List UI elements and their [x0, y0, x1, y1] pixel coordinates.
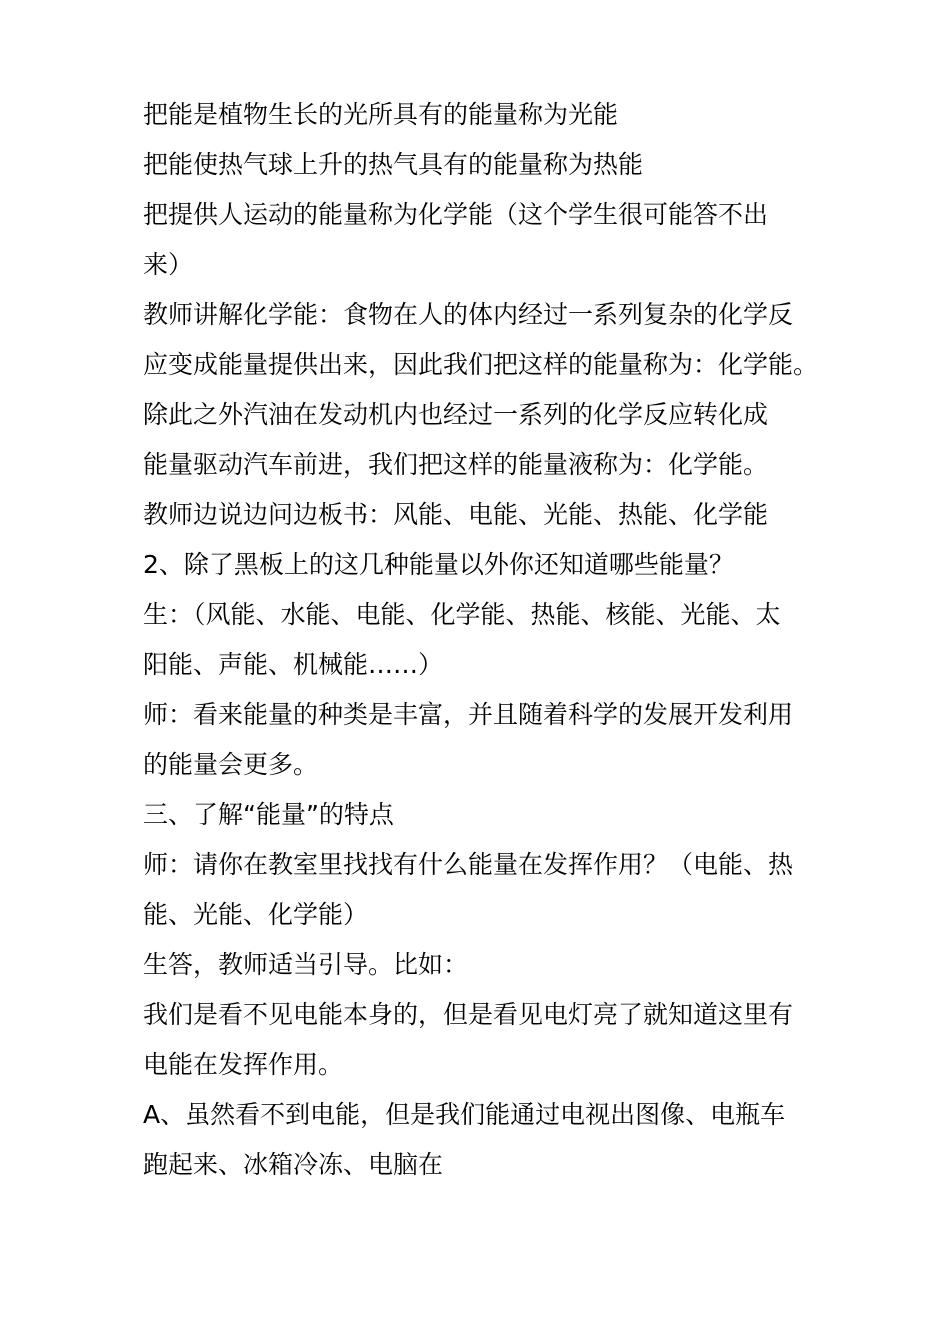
text-line: 我们是看不见电能本身的，但是看见电灯亮了就知道这里有 — [143, 1000, 794, 1029]
text-line: 2、除了黑板上的这几种能量以外你还知道哪些能量？ — [143, 550, 734, 579]
text-line: 教师边说边问边板书：风能、电能、光能、热能、化学能 — [143, 500, 769, 529]
text-line: 电能在发挥作用。 — [143, 1050, 344, 1079]
section-heading: 三、了解“能量”的特点 — [143, 800, 394, 829]
text-line: 的能量会更多。 — [143, 750, 319, 779]
text-line: 阳能、声能、机械能……） — [143, 650, 444, 679]
text-line: 能量驱动汽车前进，我们把这样的能量液称为：化学能。 — [143, 450, 769, 479]
text-line: 师：请你在教室里找找有什么能量在发挥作用？（电能、热 — [143, 850, 794, 879]
text-line: 教师讲解化学能：食物在人的体内经过一系列复杂的化学反 — [143, 300, 794, 329]
text-line: 跑起来、冰箱冷冻、电脑在 — [143, 1150, 444, 1179]
text-line: 生答，教师适当引导。比如： — [143, 950, 469, 979]
text-line: 把能是植物生长的光所具有的能量称为光能 — [143, 100, 619, 129]
text-line: 能、光能、化学能） — [143, 900, 369, 929]
document-body — [143, 90, 823, 1190]
text-line: 把提供人运动的能量称为化学能（这个学生很可能答不出 — [143, 200, 769, 229]
text-line: 把能使热气球上升的热气具有的能量称为热能 — [143, 150, 644, 179]
text-line: 应变成能量提供出来，因此我们把这样的能量称为：化学能。 — [143, 350, 819, 379]
text-line: 除此之外汽油在发动机内也经过一系列的化学反应转化成 — [143, 400, 769, 429]
text-line: 来） — [143, 250, 194, 279]
text-line: 生：（风能、水能、电能、化学能、热能、核能、光能、太 — [143, 600, 781, 629]
text-line: A、虽然看不到电能，但是我们能通过电视出图像、电瓶车 — [143, 1100, 786, 1129]
text-line: 师：看来能量的种类是丰富，并且随着科学的发展开发利用 — [143, 700, 794, 729]
